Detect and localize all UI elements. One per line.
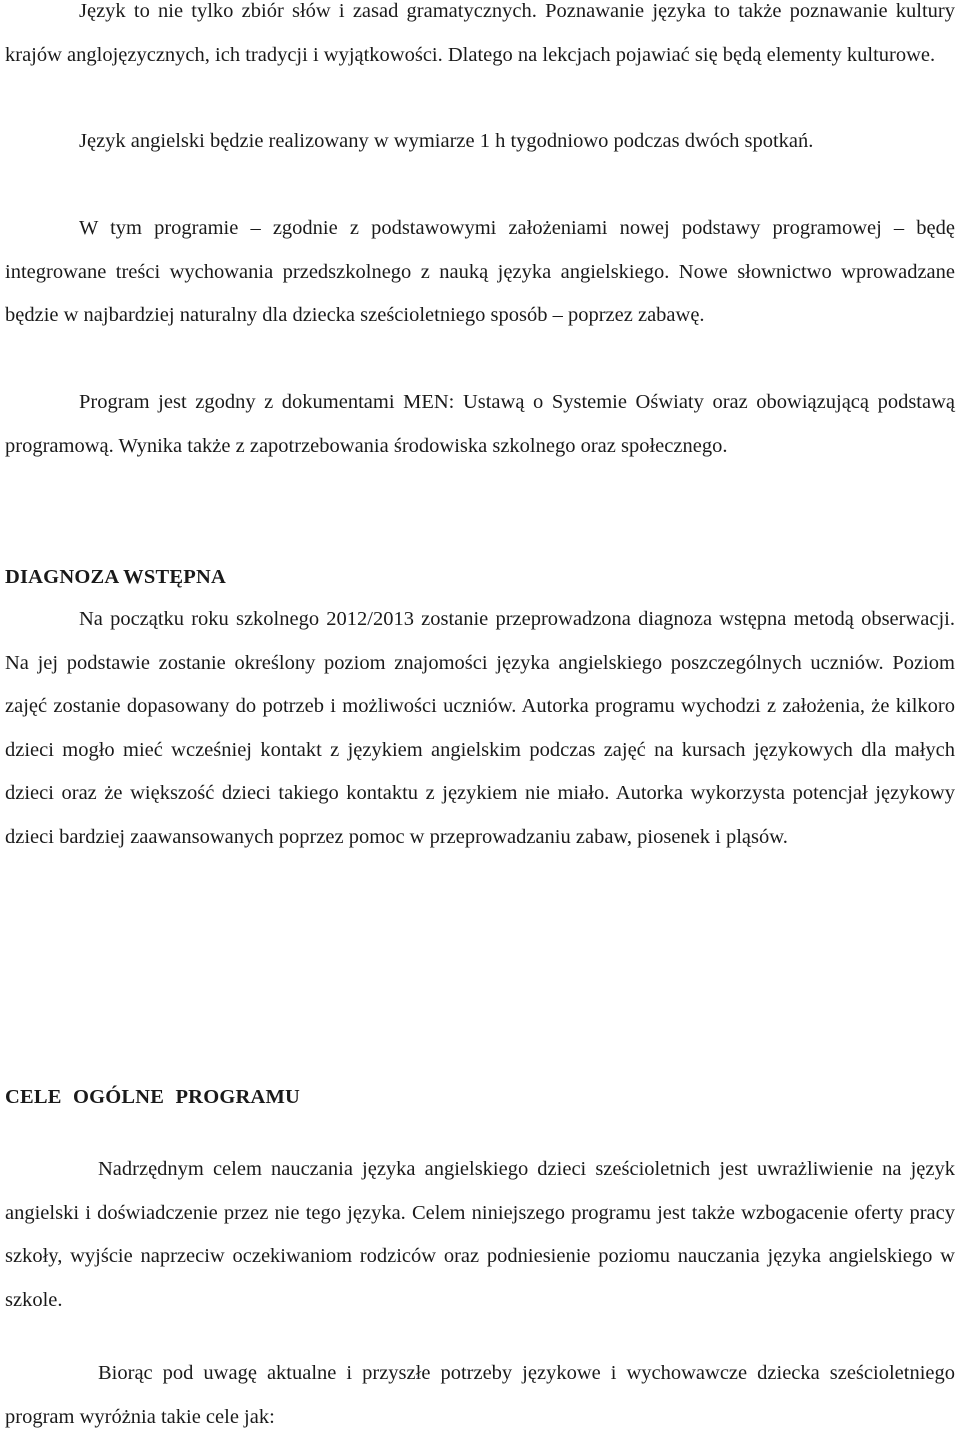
paragraph-program-integration: W tym programie – zgodnie z podstawowymi założeniami nowej podstawy programowej – będę integrowane treści wychowania przedszkolnego z nauką języka angielskiego. Nowe słownictwo wprowadzane będzie w najbardziej naturalny dla dziecka sześcioletniego sposób – poprzez zabawę. (5, 217, 955, 327)
paragraph-main-goal: Nadrzędnym celem nauczania języka angielskiego dzieci sześcioletnich jest uwrażliwienie na język angielski i doświadczenie przez nie tego języka. Celem niniejszego programu jest także wzbogacenie oferty pracy szkoły, wyjście naprzeciw oczekiwaniom rodziców oraz podniesienie poziomu nauczania języka angielskiego w szkole. (5, 1158, 955, 1311)
paragraph-language-culture: Język to nie tylko zbiór słów i zasad gramatycznych. Poznawanie języka to także poznawanie kultury krajów anglojęzycznych, ich tradycji i wyjątkowości. Dlatego na lekcjach pojawiać się będą elementy kulturowe. (5, 0, 955, 66)
paragraph-weekly-schedule: Język angielski będzie realizowany w wymiarze 1 h tygodniowo podczas dwóch spotkań. (79, 130, 814, 152)
heading-diagnoza-wstepna: DIAGNOZA WSTĘPNA (5, 566, 226, 588)
heading-cele-ogolne: CELE OGÓLNE PROGRAMU (5, 1086, 301, 1108)
paragraph-goals-intro: Biorąc pod uwagę aktualne i przyszłe potrzeby językowe i wychowawcze dziecka sześcioletniego program wyróżnia takie cele jak: (5, 1362, 955, 1428)
paragraph-diagnoza: Na początku roku szkolnego 2012/2013 zostanie przeprowadzona diagnoza wstępna metodą obserwacji. Na jej podstawie zostanie określony poziom znajomości języka angielskiego poszczególnych uczniów. Poziom zajęć zostanie dopasowany do potrzeb i możliwości uczniów. Autorka programu wychodzi z założenia, że kilkoro dzieci mogło mieć wcześniej kontakt z językiem angielskim podczas zajęć na kursach językowych dla małych dzieci oraz że większość dzieci takiego kontaktu z językiem nie miało. Autorka wykorzysta potencjał językowy dzieci bardziej zaawansowanych poprzez pomoc w przeprowadzaniu zabaw, piosenek i pląsów. (5, 608, 955, 848)
paragraph-men-compliance: Program jest zgodny z dokumentami MEN: Ustawą o Systemie Oświaty oraz obowiązującą podstawą programową. Wynika także z zapotrzebowania środowiska szkolnego oraz społecznego. (5, 391, 955, 457)
